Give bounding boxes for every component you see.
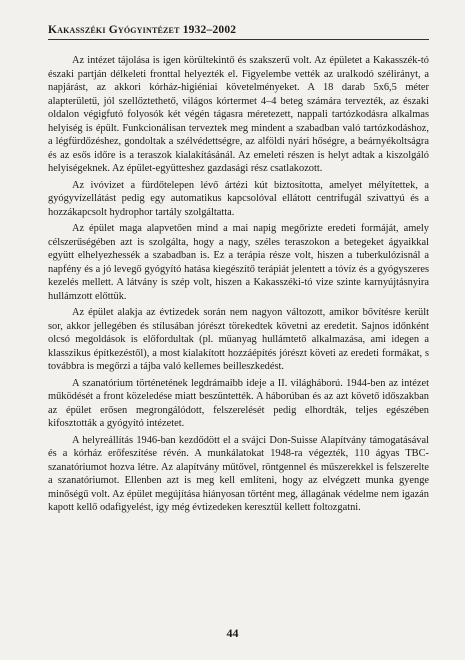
running-header: Kakasszéki Gyógyintézet 1932–2002 — [48, 24, 429, 40]
body-text — [48, 54, 429, 515]
paragraph: A helyreállítás 1946-ban kezdődött el a svájci Don-Suisse Alapítvány támogatásával és a kórház erőfeszítése révén. A munkálatokat 1948-ra végezték, 110 ágyas TBC-szanatóriumot hozva létre. Az alapítvány műtővel, röntgennel és műszerekkel is felszerelte a szanatóriumot. Ellenben azt is meg kell említeni, hogy az elvégzett munka gyenge minőségű volt. Az épület megújítása hiányosan történt meg, állagának védelme nem igazán kapott kellő odafigyelést, így még évtizedeken keresztül kellett foltozgatni. — [48, 434, 429, 513]
paragraph: Az ivóvizet a fürdőtelepen lévő ártézi kút biztosította, amelyet mélyítettek, a gyógyvízellátást pedig egy automatikus kapcsolóval ellátott centrifugál szivattyú és a hozzákapcsolt hydrophor tartály szolgáltatta. — [48, 179, 429, 218]
paragraph: Az épület alakja az évtizedek során nem nagyon változott, amikor bővítésre került sor, akkor jellegében és stílusában jórészt törekedtek követni az eredetit. Sajnos időnként olcsó megoldások is előfordultak (pl. műanyag hullámtető alkalmazása, ami idegen a klasszikus építkezéstől), a most kialakított hozzáépítés jórészt követi az eredeti formákat, s továbbra is megőrzi a tájba való kellemes beilleszkedést. — [48, 307, 429, 372]
paragraph: Az intézet tájolása is igen körültekintő és szakszerű volt. Az épületet a Kakasszék-tó északi partján délkeleti fronttal helyezték el. Figyelembe vették az uralkodó szélirányt, a napjárást, az akkori kórház-higiéniai követelményeket. A 18 darab 5x6,5 méter alapterületű, jól szellőztethető, világos kórtermet 4–4 beteg számára tervezték, az északi oldalon végigfutó folyosók két végén tágasra méretezett, nappali tartózkodásra alkalmas helyiség is épült. Funkcionálisan terveztek meg mindent a szabadban való tartózkodáshoz, a légfürdőzéshez, gondoltak a szélvédettségre, az alföldi nyári hőségre, a beárnyékoltságra és az esős időre is a teraszok kialakításánál. Az emeleti részen is helyt adtak a kiszolgáló helyiségeknek. Az épület-együtteshez gazdasági rész csatlakozott. — [48, 55, 429, 174]
page-number: 44 — [226, 626, 239, 640]
paragraph: Az épület maga alapvetően mind a mai napig megőrizte eredeti formáját, amely célszerűségében azt is szolgálta, hogy a nagy, széles teraszokon a betegeket ágyaikkal együtt elhelyezhessék a szabadban is. Ez a terápia része volt, hiszen a tuberkulózisnál a napfény és a jó levegő gyógyító hatása kiegészítő terápiát jelentett a tóvíz és a gyógyszeres kezelés mellett. A látvány is szép volt, hiszen a Kakasszéki-tó vize szinte karnyújtásnyira hullámzott előttük. — [48, 223, 429, 302]
paragraph: A szanatórium történetének legdrámaibb ideje a II. világháború. 1944-ben az intézet működését a front közeledése miatt beszüntették. A háborúban és az azt követő időszakban az épület erősen megrongálódott, felszerelését pedig elhordták, teljes egészében kifosztották a gyógyító intézetet. — [48, 377, 429, 429]
